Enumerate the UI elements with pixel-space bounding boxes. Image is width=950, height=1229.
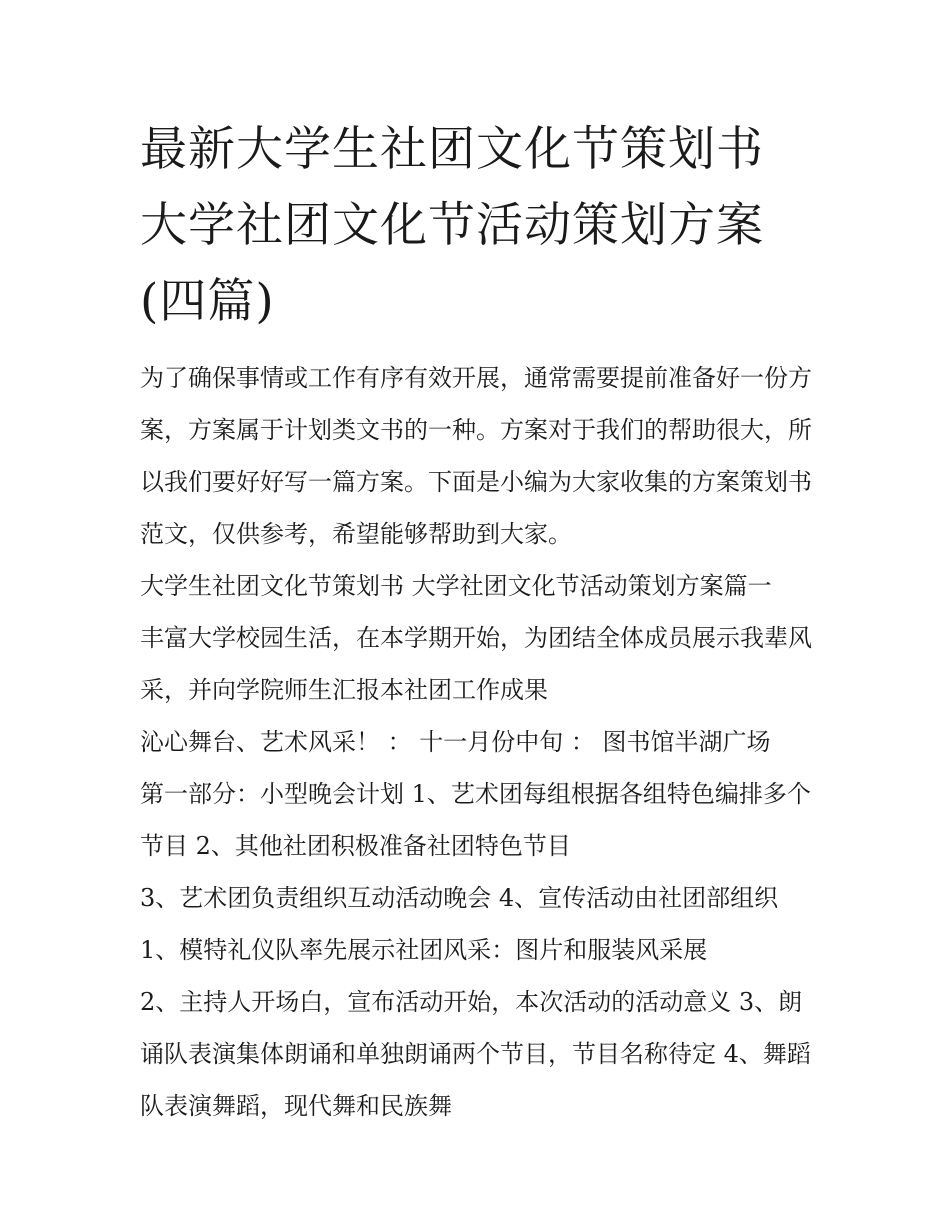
program-item-1: 1、模特礼仪队率先展示社团风采：图片和服装风采展 bbox=[140, 936, 708, 964]
theme-time-location: 沁心舞台、艺术风采！ ： 十一月份中旬 ： 图书馆半湖广场 bbox=[140, 728, 771, 756]
purpose-paragraph: 丰富大学校园生活，在本学期开始，为团结全体成员展示我辈风采，并向学院师生汇报本社团工作成果 bbox=[140, 624, 812, 704]
document-body bbox=[140, 352, 820, 1132]
document-title: 最新大学生社团文化节策划书 大学社团文化节活动策划方案(四篇) bbox=[140, 122, 764, 329]
section-heading: 大学生社团文化节策划书 大学社团文化节活动策划方案篇一 bbox=[140, 572, 772, 600]
document-page bbox=[140, 112, 820, 1132]
intro-paragraph: 为了确保事情或工作有序有效开展，通常需要提前准备好一份方案，方案属于计划类文书的一种。方案对于我们的帮助很大，所以我们要好好写一篇方案。下面是小编为大家收集的方案策划书范文，仅供参考，希望能够帮助到大家。 bbox=[140, 364, 812, 548]
part-one-plan: 第一部分：小型晚会计划 1、艺术团每组根据各组特色编排多个节目 2、其他社团积极准备社团特色节目 bbox=[140, 780, 811, 860]
program-items-2-4: 2、主持人开场白，宣布活动开始，本次活动的活动意义 3、朗诵队表演集体朗诵和单独朗诵两个节目，节目名称待定 4、舞蹈队表演舞蹈，现代舞和民族舞 bbox=[140, 988, 811, 1120]
plan-items-3-4: 3、艺术团负责组织互动活动晚会 4、宣传活动由社团部组织 bbox=[140, 884, 779, 912]
